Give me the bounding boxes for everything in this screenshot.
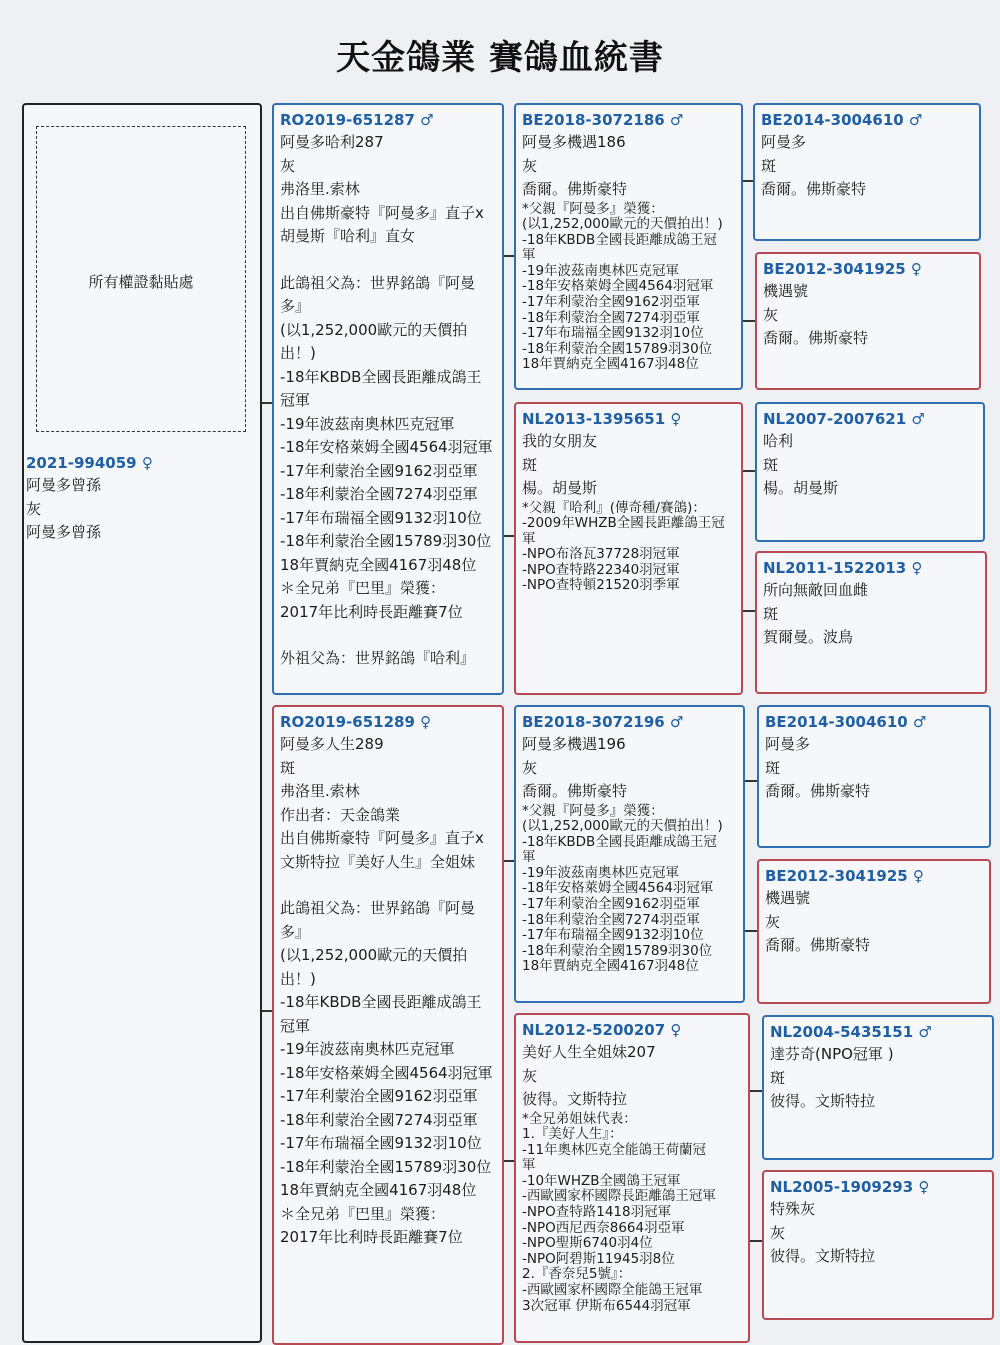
photo-label: 所有權證黏貼處 [88,273,194,291]
detail-line: 18年賈納克全國4167羽48位 [522,958,699,975]
detail-line: 軍 [522,247,536,264]
detail-line: -17年布瑞福全國9132羽10位 [522,325,704,342]
detail-line: -18年利蒙治全國15789羽30位 [522,340,713,357]
detail-line: -西歐國家杯國際全能鴿王冠軍 [522,1282,703,1299]
ggs1-ring: BE2014-3004610 ♂ [761,111,923,129]
detail-line: *父親『哈利』(傳奇種/賽鴿)： [522,499,706,516]
ggs3-ring: BE2014-3004610 ♂ [765,713,927,731]
detail-line: (以1,252,000歐元的天價拍出！) [522,216,723,233]
info-line: 斑 [765,758,781,777]
info-line: 喬爾。佛斯豪特 [761,180,867,198]
great-grandsire-card-1 [753,103,981,241]
subject-info [26,452,153,545]
info-line: -18年利蒙治全國15789羽30位 [280,1157,492,1176]
info-line: 達芬奇(NPO冠軍 ) [770,1045,894,1063]
dam-ring: RO2019-651289 ♀ [280,713,432,731]
subject-note: 阿曼多曾孫 [26,523,102,541]
info-line: 彼得。文斯特拉 [770,1092,876,1110]
info-line: 彼得。文斯特拉 [522,1090,628,1108]
detail-line: -NPO查特路1418羽冠軍 [522,1204,672,1221]
connector [743,320,755,322]
detail-line: -NPO阿碧斯11945羽8位 [522,1250,675,1267]
info-line: 機遇號 [763,282,809,300]
detail-line: 軍 [522,530,536,547]
info-line: -19年波茲南奧林匹克冠軍 [280,1040,455,1058]
info-line: 阿曼多 [761,133,807,151]
info-line: 灰 [763,305,779,324]
detail-line: -18年KBDB全國長距離成鴿王冠 [522,833,717,850]
great-granddam-card-2 [755,551,987,694]
info-line: -18年安格萊姆全國4564羽冠軍 [280,1063,493,1082]
info-line: 斑 [761,156,777,175]
detail-line: -2009年WHZB全國長距離鴿王冠 [522,515,725,532]
info-line: 作出者：天金鴿業 [280,805,401,824]
info-line: 阿曼多 [765,735,811,753]
detail-line: 18年賈納克全國4167羽48位 [522,356,699,373]
maternal-grandsire-card [514,705,745,1003]
connector [750,1090,762,1092]
connector [504,535,514,537]
info-line: 灰 [522,1066,538,1085]
maternal-granddam-card [514,1013,750,1343]
connector [743,610,755,612]
info-line: 斑 [763,455,779,474]
connector [745,780,757,782]
info-line: 多』 [280,297,311,315]
info-line: 斑 [770,1068,786,1087]
info-line: 阿曼多哈利287 [280,133,384,151]
subject-ring: 2021-994059 ♀ [26,454,153,472]
detail-line: -NPO西尼西奈8664羽亞軍 [522,1219,685,1236]
dam-grandsire-record [280,897,496,1250]
info-line: 出！) [280,344,316,362]
detail-line: 2.『香奈兒5號』： [522,1266,632,1283]
detail-line: -19年波茲南奧林匹克冠軍 [522,262,680,279]
info-line: 弗洛里.索林 [280,782,360,800]
info-line: 喬爾。佛斯豪特 [522,782,628,800]
detail-line: -18年KBDB全國長距離成鴿王冠 [522,231,717,248]
info-line: 此鴿祖父為：世界銘鴿『阿曼 [280,899,476,917]
info-line: 多』 [280,922,311,941]
info-line: 喬爾。佛斯豪特 [765,936,871,954]
info-line: 所向無敵回血雌 [763,581,869,599]
info-line: -18年安格萊姆全國4564羽冠軍 [280,438,493,456]
subject-color: 灰 [26,499,42,518]
info-line: 灰 [770,1223,786,1242]
info-line: ＊全兄弟『巴里』榮獲： [280,579,446,597]
info-line: -17年布瑞福全國9132羽10位 [280,1134,482,1152]
info-line: -18年利蒙治全國15789羽30位 [280,532,492,550]
gs1-ring: BE2018-3072186 ♂ [522,111,684,129]
connector [745,930,757,932]
connector [504,1160,514,1162]
detail-line: -11年奧林匹克全能鴿王荷蘭冠 [522,1141,707,1158]
detail-line: -18年利蒙治全國15789羽30位 [522,942,713,959]
info-line: 2017年比利時長距離賽7位 [280,602,463,621]
detail-line: 軍 [522,1157,536,1174]
info-line: 特殊灰 [770,1200,816,1218]
detail-line: -18年安格萊姆全國4564羽冠軍 [522,880,714,897]
info-line: 出！) [280,969,316,988]
connector [750,1240,762,1242]
info-line: 2017年比利時長距離賽7位 [280,1228,463,1246]
info-line: 灰 [280,156,296,175]
paternal-granddam-card [514,402,743,695]
great-granddam-card-1 [755,252,981,390]
paternal-grandsire-card [514,103,743,390]
ggs4-ring: NL2004-5435151 ♂ [770,1023,932,1041]
info-line: 阿曼多機遇196 [522,735,626,753]
info-line: 18年賈納克全國4167羽48位 [280,555,477,574]
info-line: 彼得。文斯特拉 [770,1247,876,1265]
detail-line: *父親『阿曼多』榮獲： [522,200,664,217]
great-grandsire-card-3 [757,705,991,848]
info-line: 哈利 [763,432,794,450]
info-line: 楊。胡曼斯 [522,479,598,497]
connector [743,470,755,472]
detail-line: *全兄弟姐妹代表： [522,1110,637,1127]
info-line: 胡曼斯『哈利』直女 [280,227,416,245]
info-line: -18年利蒙治全國7274羽亞軍 [280,485,478,503]
info-line: 弗洛里.索林 [280,180,360,198]
sire-grandsire-record [280,272,496,625]
detail-line: -19年波茲南奧林匹克冠軍 [522,864,680,881]
ggs2-ring: NL2007-2007621 ♂ [763,410,925,428]
info-line: 斑 [280,758,296,777]
info-line: 機遇號 [765,889,811,907]
info-line: 出自佛斯豪特『阿曼多』直子x [280,829,484,847]
ggd2-ring: NL2011-1522013 ♀ [763,559,923,577]
connector [262,402,272,404]
great-granddam-card-3 [757,859,991,1004]
sire-basic-info [280,131,496,249]
info-line: 楊。胡曼斯 [763,479,839,497]
detail-line: -NPO查特路22340羽冠軍 [522,561,680,578]
great-grandsire-card-4 [762,1015,994,1160]
info-line: 外祖父為：世界銘鴿『哈利』 [280,649,476,667]
ggd4-ring: NL2005-1909293 ♀ [770,1178,930,1196]
info-line: -18年KBDB全國長距離成鴿王 [280,993,482,1011]
connector [262,1010,272,1012]
info-line: ＊全兄弟『巴里』榮獲： [280,1204,446,1223]
connector [504,860,514,862]
detail-line: 1.『美好人生』： [522,1126,623,1143]
info-line: 灰 [522,156,538,175]
detail-line: -10年WHZB全國鴿王冠軍 [522,1172,681,1189]
detail-line: -西歐國家杯國際長距離鴿王冠軍 [522,1188,716,1205]
gd2-ring: NL2012-5200207 ♀ [522,1021,682,1039]
info-line: (以1,252,000歐元的天價拍 [280,946,468,964]
info-line: 斑 [522,455,538,474]
info-line: 冠軍 [280,1016,311,1035]
detail-line: (以1,252,000歐元的天價拍出！) [522,818,723,835]
great-granddam-card-4 [762,1170,994,1320]
detail-line: 3次冠軍 伊斯布6544羽冠軍 [522,1297,691,1314]
gd1-ring: NL2013-1395651 ♀ [522,410,682,428]
info-line: 賀爾曼。波鳥 [763,628,854,646]
detail-line: -17年利蒙治全國9162羽亞軍 [522,294,700,311]
info-line: -17年利蒙治全國9162羽亞軍 [280,1087,478,1105]
detail-line: -18年利蒙治全國7274羽亞軍 [522,911,700,928]
info-line: 我的女朋友 [522,432,598,450]
info-line: -18年KBDB全國長距離成鴿王 [280,367,482,386]
info-line: -17年利蒙治全國9162羽亞軍 [280,461,478,480]
info-line: 喬爾。佛斯豪特 [763,329,869,347]
dam-card [272,705,504,1345]
info-line: 阿曼多機遇186 [522,133,626,151]
ownership-certificate-area [36,126,246,432]
detail-line: -NPO查特頓21520羽季軍 [522,577,680,594]
info-line: 美好人生全姐妹207 [522,1043,656,1061]
info-line: 喬爾。佛斯豪特 [765,782,871,800]
info-line: -18年利蒙治全國7274羽亞軍 [280,1110,478,1129]
sire-ring: RO2019-651287 ♂ [280,111,434,129]
detail-line: -17年利蒙治全國9162羽亞軍 [522,896,700,913]
sire-card [272,103,504,695]
connector [504,255,514,257]
dam-basic-info [280,733,496,874]
info-line: 斑 [763,604,779,623]
detail-line: -NPO聖斯6740羽4位 [522,1235,653,1252]
info-line: -19年波茲南奧林匹克冠軍 [280,414,455,433]
ggd3-ring: BE2012-3041925 ♀ [765,867,924,885]
detail-line: -17年布瑞福全國9132羽10位 [522,927,704,944]
ggd1-ring: BE2012-3041925 ♀ [763,260,922,278]
info-line: 灰 [522,758,538,777]
detail-line: *父親『阿曼多』榮獲： [522,802,664,819]
detail-line: 軍 [522,849,536,866]
info-line: 阿曼多人生289 [280,735,384,753]
detail-line: -18年利蒙治全國7274羽亞軍 [522,309,700,326]
info-line: 此鴿祖父為：世界銘鴿『阿曼 [280,273,476,292]
info-line: 喬爾。佛斯豪特 [522,180,628,198]
document-title: 天金鴿業 賽鴿血統書 [336,38,664,78]
great-grandsire-card-2 [755,402,985,542]
info-line: 灰 [765,912,781,931]
info-line: 冠軍 [280,391,311,409]
detail-line: -18年安格萊姆全國4564羽冠軍 [522,278,714,295]
info-line: 文斯特拉『美好人生』全姐妹 [280,852,476,871]
info-line: 出自佛斯豪特『阿曼多』直子x [280,203,484,222]
info-line: (以1,252,000歐元的天價拍 [280,320,468,339]
detail-line: -NPO布洛瓦37728羽冠軍 [522,546,680,563]
info-line: 18年賈納克全國4167羽48位 [280,1181,477,1199]
info-line: -17年布瑞福全國9132羽10位 [280,508,482,527]
subject-name: 阿曼多曾孫 [26,476,102,494]
gs2-ring: BE2018-3072196 ♂ [522,713,684,731]
